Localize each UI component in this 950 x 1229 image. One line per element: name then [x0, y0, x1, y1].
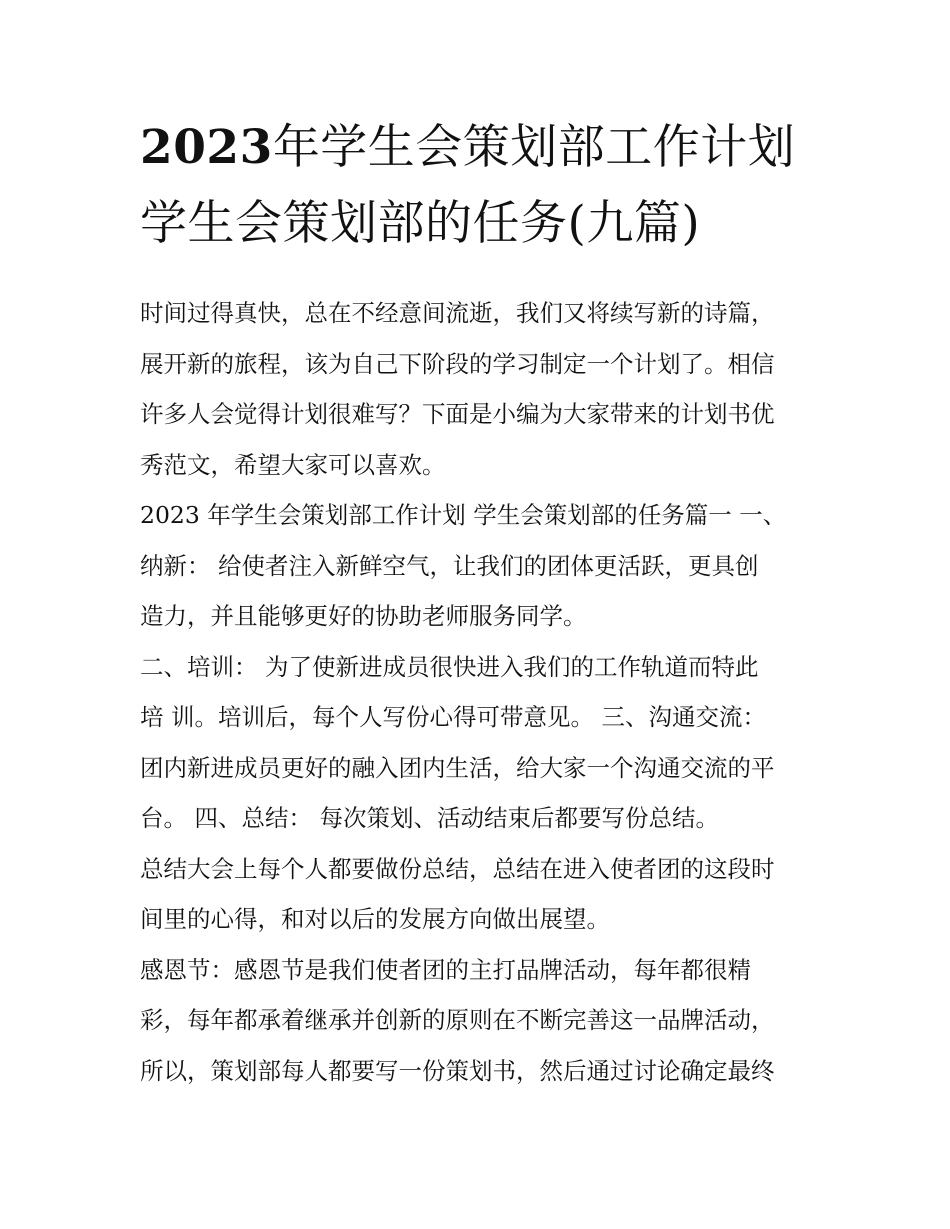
title-line-1-text: 年学生会策划部工作计划	[272, 120, 796, 175]
body-line: 台。 四、总结： 每次策划、活动结束后都要写份总结。	[140, 804, 719, 832]
title-year: 2023	[140, 120, 273, 175]
body-line: 培 训。培训后，每个人写份心得可带意见。 三、沟通交流：	[140, 703, 766, 731]
body-line: 造力，并且能够更好的协助老师服务同学。	[140, 602, 587, 630]
document-body	[140, 288, 815, 1096]
body-line: 2023 年学生会策划部工作计划 学生会策划部的任务篇一 一、	[140, 501, 787, 529]
body-line: 彩，每年都承着继承并创新的原则在不断完善这一品牌活动，	[140, 1006, 775, 1034]
body-line: 展开新的旅程，该为自己下阶段的学习制定一个计划了。相信	[140, 349, 775, 378]
title-line-1	[140, 110, 815, 186]
body-line: 时间过得真快，总在不经意间流逝，我们又将续写新的诗篇，	[140, 299, 775, 327]
body-line: 纳新： 给使者注入新鲜空气，让我们的团体更活跃，更具创	[140, 551, 759, 580]
body-line: 秀范文，希望大家可以喜欢。	[140, 450, 446, 479]
title-line-2: 学生会策划部的任务(九篇)	[140, 196, 701, 251]
body-line: 许多人会觉得计划很难写？下面是小编为大家带来的计划书优	[140, 400, 775, 428]
body-line: 间里的心得，和对以后的发展方向做出展望。	[140, 905, 610, 933]
document-page	[140, 110, 815, 1096]
body-line: 感恩节：感恩节是我们使者团的主打品牌活动，每年都很精	[140, 955, 751, 984]
body-line: 团内新进成员更好的融入团内生活，给大家一个沟通交流的平	[140, 753, 775, 782]
body-line: 总结大会上每个人都要做份总结，总结在进入使者团的这段时	[140, 854, 775, 883]
body-line: 二、培训： 为了使新进成员很快进入我们的工作轨道而特此	[140, 652, 759, 681]
body-line: 所以，策划部每人都要写一份策划书，然后通过讨论确定最终	[140, 1056, 775, 1085]
document-title	[140, 110, 815, 262]
